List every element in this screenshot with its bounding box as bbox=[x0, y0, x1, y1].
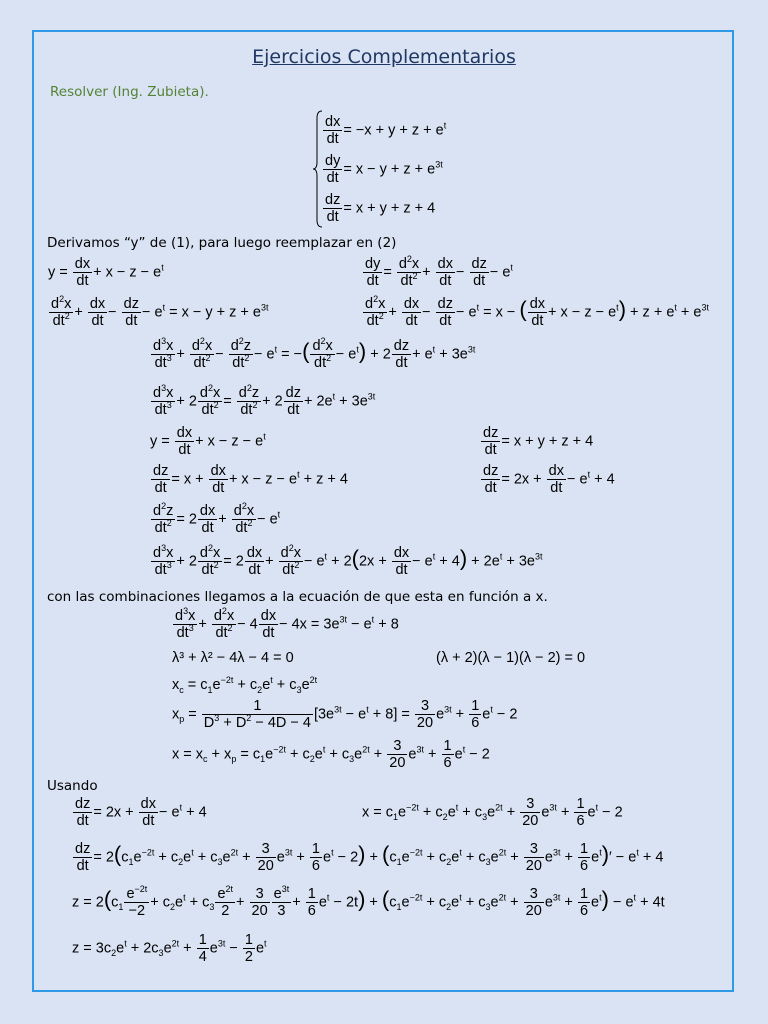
system-eq-2: $\frac{dy}{dt}$ = $x - y + z + e^{3t}$ bbox=[325, 153, 443, 186]
dz-dt-using: $\frac{dz}{dt}$ = 2x + $\frac{dx}{dt}$ − $e^t + 4$ bbox=[75, 796, 207, 829]
characteristic-equation: λ³ + λ² − 4λ − 4 = 0 bbox=[172, 650, 294, 666]
second-order-eq-right: $\frac{d^2x}{dt^2}$ + $\frac{dx}{dt}$ − $\frac{dz}{dt}$ − $e^t = x$ − ( $\frac{dx}{dt}$ + $x - z - e^t) + z + e^t + e^{3t}$ bbox=[365, 294, 710, 329]
y-expression: y = $\frac{dx}{dt}$ + $x - z - e^t$ bbox=[48, 256, 164, 289]
third-order-eq-2: $\frac{d^3x}{dt^3}$ + 2 $\frac{d^2x}{dt^2}$ = $\frac{d^2z}{dt^2}$ + 2 $\frac{dz}{dt}$ + $2e^t + 3e^{3t}$ bbox=[153, 383, 376, 418]
dz-dt-expanded: $\frac{dz}{dt}$ = $2(c_1e^{-2t} + c_2e^t + c_3e^{2t}$ + $\frac{3}{20}$ $e^{3t}$ + $\frac{1}{6}$ $e^t - 2) + (c_1e^{-2t} + c_2e^t + c_3e^{2t}$ + $\frac{3}{20}$ $e^{3t}$ + $\frac{1}{6}$ $e^t)' - e^t + 4$ bbox=[75, 841, 664, 874]
resolver-note: Resolver (Ing. Zubieta). bbox=[50, 84, 209, 100]
dy-dt-expression: $\frac{dy}{dt}$ = $\frac{d^2x}{dt^2}$ + $\frac{dx}{dt}$ − $\frac{dz}{dt}$ − $e^t$ bbox=[365, 254, 513, 289]
xc-solution: $x_c = c_1e^{-2t} + c_2e^t + c_3e^{2t}$ bbox=[172, 675, 318, 695]
third-order-eq-1: $\frac{d^3x}{dt^3}$ + $\frac{d^2x}{dt^2}$ − $\frac{d^2z}{dt^2}$ − $e^t$ = −( $\frac{d^2x}{dt^2}$ − $e^t) + 2$ $\frac{dz}{dt}$ + $e^t + 3e^{3t}$ bbox=[153, 336, 476, 371]
combined-third-order-eq: $\frac{d^3x}{dt^3}$ + 2 $\frac{d^2x}{dt^2}$ = 2 $\frac{dx}{dt}$ + $\frac{d^2x}{dt^2}$ − $e^t + 2(2x$ + $\frac{dx}{dt}$ − $e^t + 4) + 2e^t + 3e^{3t}$ bbox=[153, 543, 543, 578]
d2z-dt2-expression: $\frac{d^2z}{dt^2}$ = 2 $\frac{dx}{dt}$ + $\frac{d^2x}{dt^2}$ − $e^t$ bbox=[153, 501, 281, 536]
x-ode: $\frac{d^3x}{dt^3}$ + $\frac{d^2x}{dt^2}$ − 4 $\frac{dx}{dt}$ − $4x = 3e^{3t} - e^t + 8$ bbox=[175, 606, 399, 641]
usando-text: Usando bbox=[47, 778, 98, 794]
combinaciones-text: con las combinaciones llegamos a la ecuación de que esta en función a x. bbox=[47, 589, 548, 605]
dz-dt-substituted: $\frac{dz}{dt}$ = x + $\frac{dx}{dt}$ + $x - z - e^t + z + 4$ bbox=[153, 463, 348, 496]
x-solution-repeat: $x = c_1e^{-2t} + c_2e^t + c_3e^{2t}$ + $\frac{3}{20}$ $e^{3t}$ + $\frac{1}{6}$ $e^t - 2$ bbox=[362, 796, 623, 829]
second-order-eq-left: $\frac{d^2x}{dt^2}$ + $\frac{dx}{dt}$ − $\frac{dz}{dt}$ − $e^t = x - y + z + e^{3t}$ bbox=[51, 294, 269, 329]
dz-dt-original: $\frac{dz}{dt}$ = x + y + z + 4 bbox=[483, 425, 594, 458]
derivamos-text: Derivamos “y” de (1), para luego reemplazar en (2) bbox=[47, 235, 397, 251]
z-integrated: $z = 2(c_1$ $\frac{e^{-2t}}{-2}$ + $c_2e^t + c_3$ $\frac{e^{2t}}{2}$ + $\frac{3}{20}$ $\frac{e^{3t}}{3}$ + $\frac{1}{6}$ $e^t - 2t) + (c_1e^{-2t} + c_2e^t + c_3e^{2t}$ + $\frac{3}{20}$ $e^{3t}$ + $\frac{1}{6}$ $e^t) - e^t + 4t$ bbox=[72, 884, 665, 919]
dz-dt-simplified: $\frac{dz}{dt}$ = 2x + $\frac{dx}{dt}$ − $e^t + 4$ bbox=[483, 463, 615, 496]
system-eq-3: $\frac{dz}{dt}$ = x + y + z + 4 bbox=[325, 192, 436, 225]
xp-solution: $x_p$ = $\frac{1}{D^3 + D^2 - 4D - 4}$ $[3e^{3t} - e^t + 8]$ = $\frac{3}{20}$ $e^{3t}$ + $\frac{1}{6}$ $e^t - 2$ bbox=[172, 698, 518, 731]
z-final-solution: $z = 3c_2e^t + 2c_3e^{2t}$ + $\frac{1}{4}$ $e^{3t}$ − $\frac{1}{2}$ $e^t$ bbox=[72, 932, 267, 965]
characteristic-factored: (λ + 2)(λ − 1)(λ − 2) = 0 bbox=[436, 650, 586, 666]
page-title: Ejercicios Complementarios bbox=[252, 46, 516, 68]
x-general-solution: $x = x_c + x_p = c_1e^{-2t} + c_2e^t + c_3e^{2t}$ + $\frac{3}{20}$ $e^{3t}$ + $\frac{1}{6}$ $e^t - 2$ bbox=[172, 738, 490, 771]
y-substitution: y = $\frac{dx}{dt}$ + $x - z - e^t$ bbox=[150, 425, 266, 458]
system-eq-1: $\frac{dx}{dt}$ = $-x + y + z + e^t$ bbox=[325, 114, 447, 147]
